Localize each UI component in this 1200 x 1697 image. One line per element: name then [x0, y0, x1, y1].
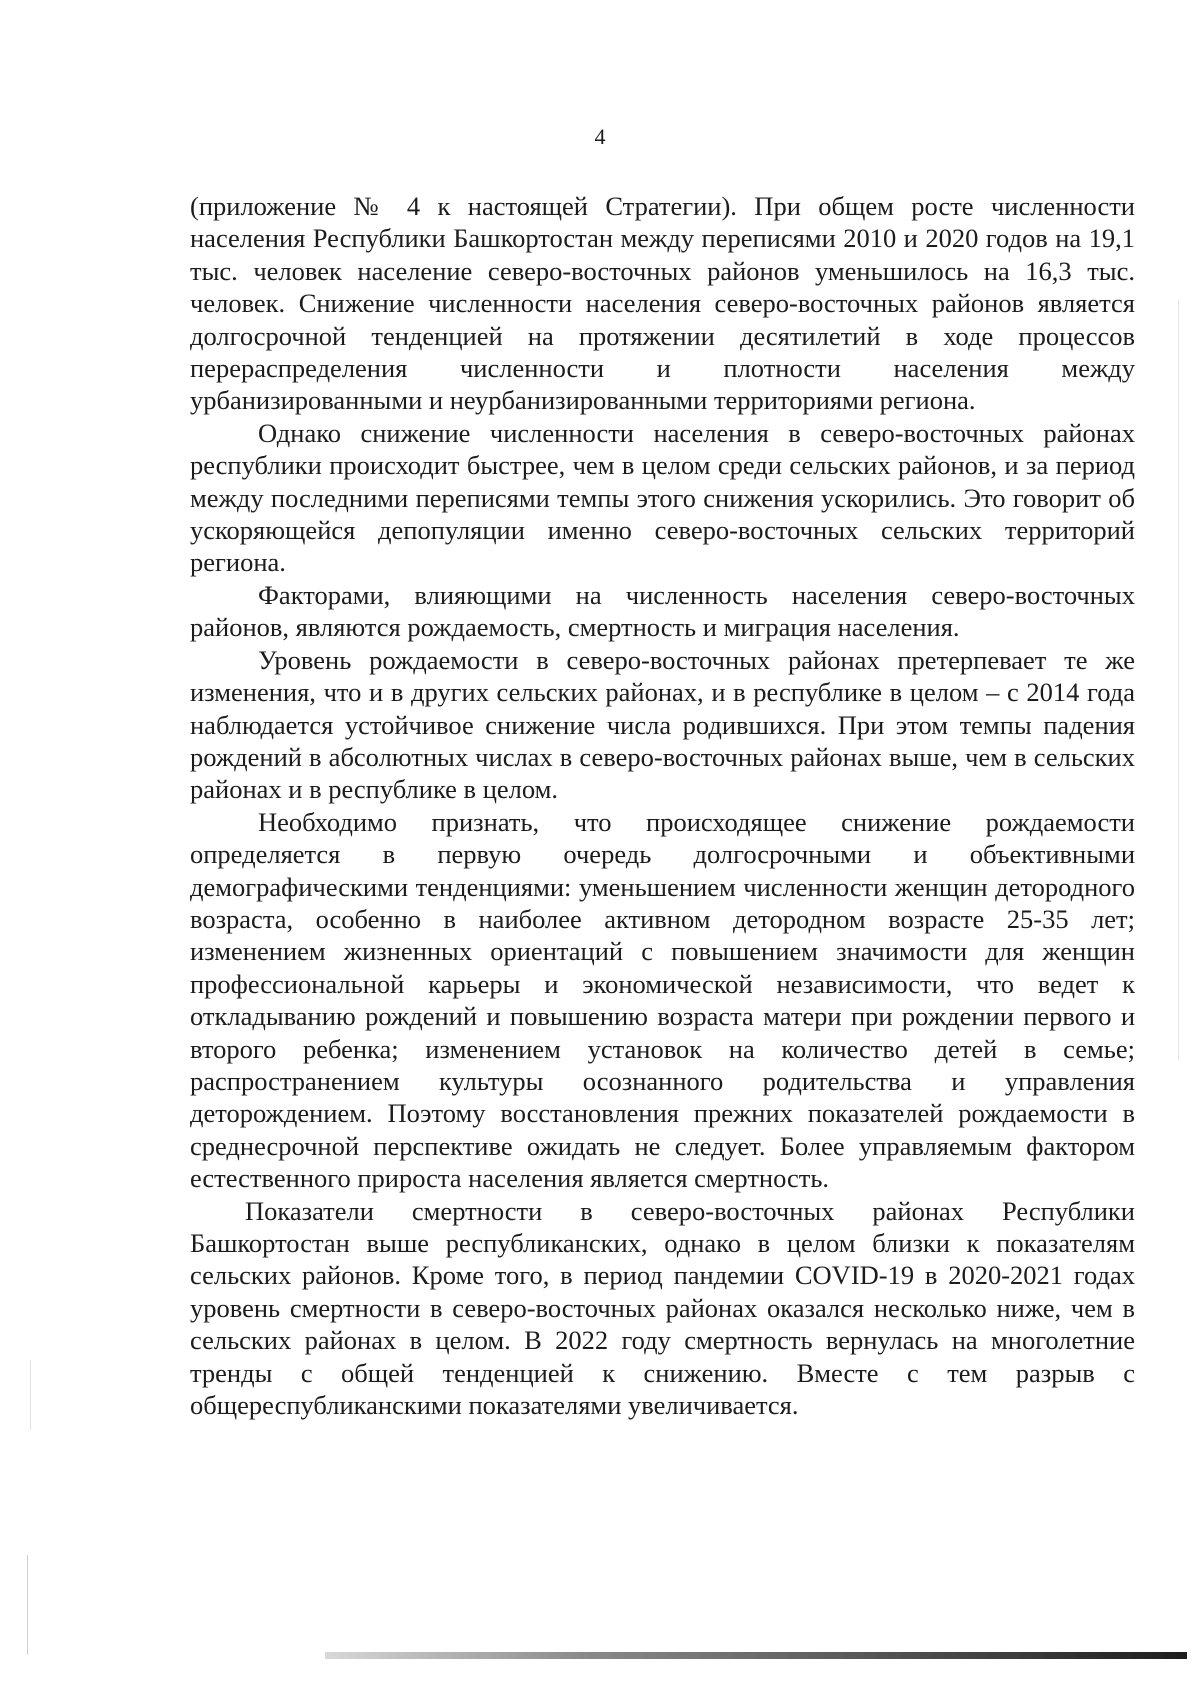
scan-artifact-line: [27, 1555, 28, 1655]
body-text: [190, 190, 1135, 1421]
paragraph-5: Необходимо признать, что происходящее снижение рождаемости определяется в первую очередь долгосрочными и объективными демографическими тенденциями: уменьшением численности женщин детородного возраста, особенно в наиболее активном детородном возрасте 25-35 лет; изменением жизненных ориентаций с повышением значимости для женщин профессиональной карьеры и экономической независимости, что ведет к откладыванию рождений и повышению возраста матери при рождении первого и второго ребенка; изменением установок на количество детей в семье; распространением культуры осознанного родительства и управления деторождением. Поэтому восстановления прежних показателей рождаемости в среднесрочной перспективе ожидать не следует. Более управляемым фактором естественного прироста населения является смертность.: [190, 806, 1135, 1194]
bottom-rule: [325, 1652, 1187, 1659]
paragraph-3: Факторами, влияющими на численность населения северо-восточных районов, являются рождаемость, смертность и миграция населения.: [190, 579, 1135, 643]
paragraph-4: Уровень рождаемости в северо-восточных районах претерпевает те же изменения, что и в других сельских районах, и в республике в целом – с 2014 года наблюдается устойчивое снижение числа родившихся. При этом темпы падения рождений в абсолютных числах в северо-восточных районах выше, чем в сельских районах и в республике в целом.: [190, 644, 1135, 805]
paragraph-2: Однако снижение численности населения в северо-восточных районах республики происходит быстрее, чем в целом среди сельских районов, и за период между последними переписями темпы этого снижения ускорились. Это говорит об ускоряющейся депопуляции именно северо-восточных сельских территорий региона.: [190, 417, 1135, 578]
scan-artifact-line: [1178, 300, 1179, 1060]
paragraph-1: (приложение № 4 к настоящей Стратегии). При общем росте численности населения Республики Башкортостан между переписями 2010 и 2020 годов на 19,1 тыс. человек население северо-восточных районов уменьшилось на 16,3 тыс. человек. Снижение численности населения северо-восточных районов является долгосрочной тенденцией на протяжении десятилетий в ходе процессов перераспределения численности и плотности населения между урбанизированными и неурбанизированными территориями региона.: [190, 191, 1135, 416]
paragraph-6: Показатели смертности в северо-восточных районах Республики Башкортостан выше республиканских, однако в целом близки к показателям сельских районов. Кроме того, в период пандемии COVID-19 в 2020-2021 годах уровень смертности в северо-восточных районах оказался несколько ниже, чем в сельских районах в целом. В 2022 году смертность вернулась на многолетние тренды с общей тенденцией к снижению. Вместе с тем разрыв с общереспубликанскими показателями увеличивается.: [190, 1195, 1135, 1421]
scan-artifact-line: [30, 1360, 31, 1430]
page-number: 4: [594, 124, 606, 149]
